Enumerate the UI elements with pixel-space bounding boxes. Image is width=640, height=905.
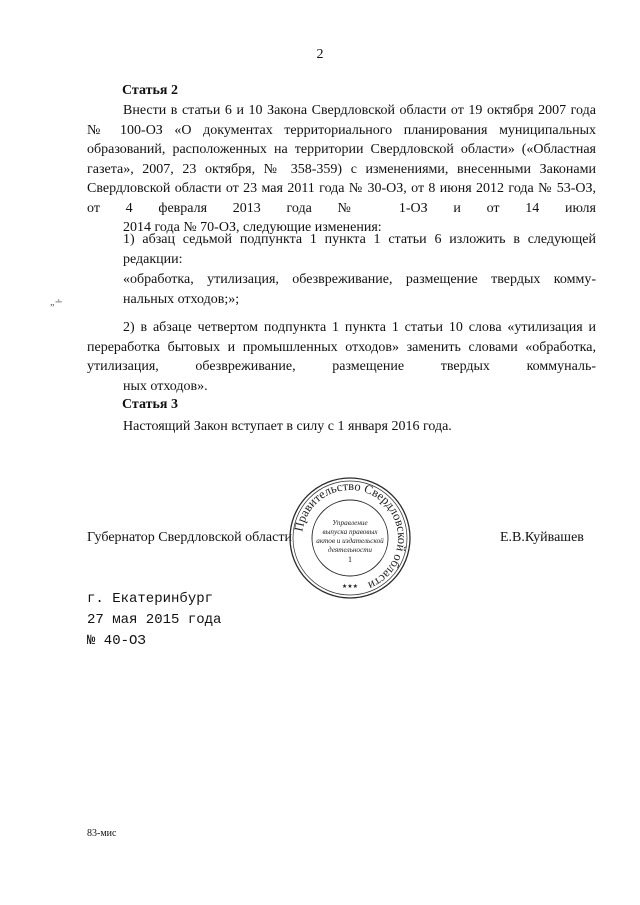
article-2-item-1-quote <box>87 270 596 309</box>
seal-inner-line-2: выпуска правовых <box>322 528 378 536</box>
page-number: 2 <box>316 47 324 62</box>
article-2-intro-last-line: 2014 года № 70-ОЗ, следующие изменения: <box>123 220 382 235</box>
article-2-item-1-quote-last-line: нальных отходов;»; <box>123 291 240 307</box>
seal-number: 1 <box>348 555 352 564</box>
article-2-heading: Статья 2 <box>122 83 178 98</box>
article-2-intro-body: Внести в статьи 6 и 10 Закона Свердловской области от 19 октября 2007 года № 100-ОЗ «О документах территориального планирования муниципальных образований, расположенных на территории Свердловской области» («Областная газета», 2007, 23 октября, № 358-359) с изменениями, внесенными Законами Свердловской области от 23 мая 2011 года № 30-ОЗ, от 8 июня 2012 года № 53-ОЗ, от 4 февраля 2013 года № 1-ОЗ и от 14 июля <box>87 103 596 216</box>
signature-name: Е.В.Куйвашев <box>500 530 584 545</box>
seal-inner-line-4: деятельности <box>328 546 372 554</box>
signature-title: Губернатор Свердловской области <box>87 530 292 545</box>
article-2-item-1-last-line: редакции: <box>123 251 183 267</box>
article-2-item-1-text: 1) абзац седьмой подпункта 1 пункта 1 статьи 6 изложить в следующей <box>123 232 596 247</box>
article-3-heading: Статья 3 <box>122 397 178 412</box>
place-of-signing: г. Екатеринбург <box>87 591 214 607</box>
official-seal <box>288 476 412 600</box>
seal-outer-text: Правительство Свердловской области <box>291 478 410 593</box>
article-2-intro <box>87 101 596 238</box>
law-number: № 40-ОЗ <box>87 633 146 649</box>
seal-inner-line-3: актов и издательской <box>316 537 384 545</box>
article-2-item-2-last-line: ных отходов». <box>123 378 208 394</box>
article-2-item-1-quote-text: «обработка, утилизация, обезвреживание, размещение твердых комму- <box>123 272 596 287</box>
margin-mark: „∸ <box>50 297 63 308</box>
footer-code: 83-мис <box>87 828 117 839</box>
article-2-item-2-text: 2) в абзаце четвертом подпункта 1 пункта 1 статьи 10 слова «утилизация и переработка бытовых и промышленных отходов» заменить словами «обработка, утилизация, обезвреживание, размещение твердых коммуналь- <box>87 320 596 374</box>
signing-date: 27 мая 2015 года <box>87 612 222 628</box>
seal-stars: ★★★ <box>341 583 359 590</box>
article-3-text: Настоящий Закон вступает в силу с 1 января 2016 года. <box>123 419 452 434</box>
article-2-item-2 <box>87 318 596 396</box>
article-2-item-1 <box>87 230 596 269</box>
seal-inner-line-1: Управление <box>332 519 368 527</box>
